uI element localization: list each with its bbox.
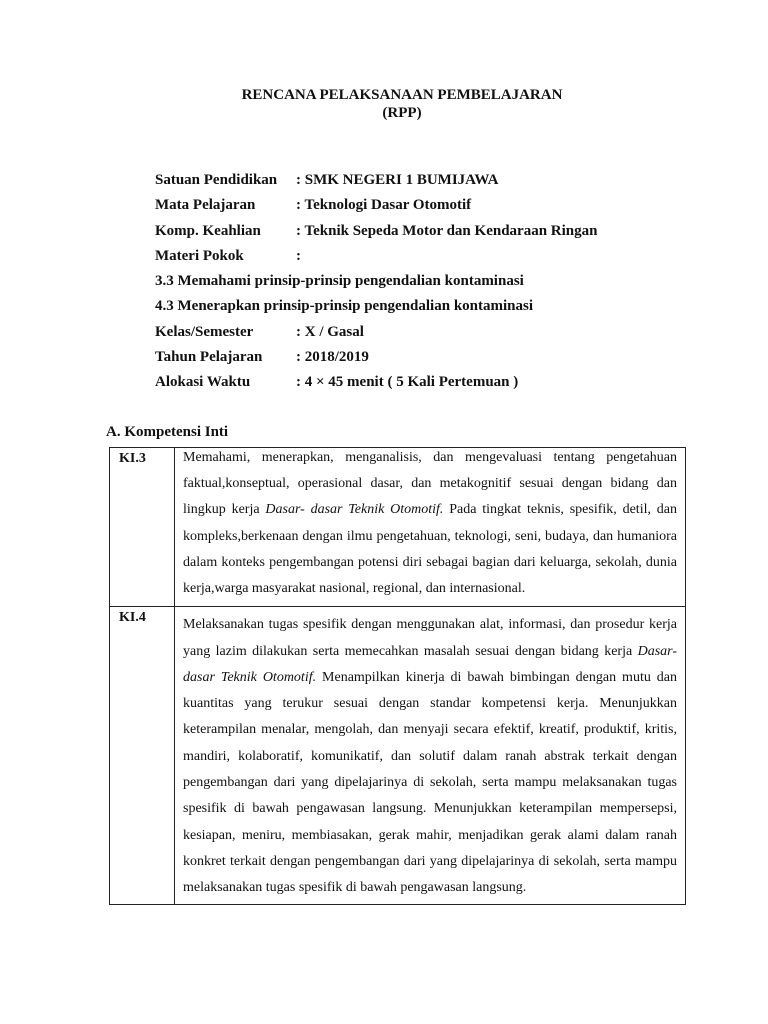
table-row bbox=[110, 448, 686, 607]
meta-label: Satuan Pendidikan bbox=[155, 172, 278, 188]
document-subtitle: (RPP) bbox=[382, 105, 422, 121]
meta-value: : Teknologi Dasar Otomotif bbox=[296, 197, 472, 214]
competency-item: 3.3 Memahami prinsip-prinsip pengendalian kontaminasi bbox=[155, 273, 524, 290]
meta-value: : Teknik Sepeda Motor dan Kendaraan Ringan bbox=[296, 222, 598, 239]
kompetensi-inti-table bbox=[109, 447, 686, 905]
meta-label: Mata Pelajaran bbox=[155, 197, 256, 214]
meta-row-mata-pelajaran bbox=[155, 195, 715, 220]
ki-code: KI.4 bbox=[110, 607, 175, 905]
meta-value: : 4 × 45 menit ( 5 Kali Pertemuan ) bbox=[296, 374, 519, 391]
meta-label: Tahun Pelajaran bbox=[155, 349, 263, 366]
ki-text-italic: Dasar-dasar Teknik Otomotif. bbox=[183, 643, 677, 685]
meta-row-kd-4-3 bbox=[155, 296, 715, 321]
meta-row-kd-3-3 bbox=[155, 271, 715, 296]
ki-text-italic: Dasar- dasar Teknik Otomotif. bbox=[265, 502, 444, 518]
ki-text: Melaksanakan tugas spesifik dengan menggunakan alat, informasi, dan prosedur kerja yang lazim dilakukan serta memecahkan masalah sesuai dengan bidang kerja bbox=[183, 617, 677, 659]
meta-label: Kelas/Semester bbox=[155, 323, 254, 340]
meta-value: : bbox=[296, 247, 301, 264]
ki-text: Pada tingkat teknis, spesifik, detil, dan kompleks,berkenaan dengan ilmu pengetahuan, teknologi, seni, budaya, dan humaniora dalam konteks pengembangan potensi diri sebagai bagian dari keluarga, sekolah, dunia kerja,warga masyarakat nasional, regional, dan internasional. bbox=[183, 502, 677, 597]
meta-row-komp-keahlian bbox=[155, 221, 715, 246]
competency-item: 4.3 Menerapkan prinsip-prinsip pengendalian kontaminasi bbox=[155, 298, 534, 315]
ki-description-cell bbox=[175, 607, 686, 905]
ki-text: Memahami, menerapkan, menganalisis, dan mengevaluasi tentang pengetahuan faktual,konseptual, operasional dasar, dan metakognitif sesuai dengan bidang dan lingkup kerja bbox=[183, 450, 677, 518]
section-heading-kompetensi-inti: A. Kompetensi Inti bbox=[106, 424, 229, 440]
meta-label: Alokasi Waktu bbox=[155, 374, 251, 391]
ki-text: Menampilkan kinerja di bawah bimbingan dengan mutu dan kuantitas yang terukur sesuai dengan standar kompetensi kerja. Menunjukkan keterampilan menalar, mengolah, dan menyaji secara efektif, kreatif, produktif, kritis, mandiri, kolaboratif, komunikatif, dan solutif dalam ranah abstrak terkait dengan pengembangan dari yang dipelajarinya di sekolah, serta mampu melaksanakan tugas spesifik di bawah pengawasan langsung. Menunjukkan keterampilan mempersepsi, kesiapan, meniru, membiasakan, gerak mahir, menjadikan gerak alami dalam ranah konkret terkait dengan pengembangan dari yang dipelajarinya di sekolah, serta mampu melaksanakan tugas spesifik di bawah pengawasan langsung. bbox=[183, 669, 677, 896]
ki-description bbox=[183, 607, 677, 904]
meta-row-satuan-pendidikan bbox=[155, 170, 715, 195]
meta-label: Komp. Keahlian bbox=[155, 222, 261, 239]
meta-value: : SMK NEGERI 1 BUMIJAWA bbox=[296, 172, 499, 188]
meta-value: : X / Gasal bbox=[296, 323, 364, 340]
meta-label: Materi Pokok bbox=[155, 247, 244, 264]
ki-code: KI.3 bbox=[110, 448, 175, 607]
table-row bbox=[110, 607, 686, 905]
identity-block bbox=[155, 170, 715, 398]
document-title: RENCANA PELAKSANAAN PEMBELAJARAN bbox=[241, 87, 563, 103]
meta-row-kelas-semester bbox=[155, 322, 715, 347]
meta-value: : 2018/2019 bbox=[296, 349, 369, 366]
meta-row-materi-pokok bbox=[155, 246, 715, 271]
ki-description-cell bbox=[175, 448, 686, 607]
ki-description bbox=[183, 445, 677, 606]
meta-row-alokasi-waktu bbox=[155, 372, 715, 397]
meta-row-tahun-pelajaran bbox=[155, 347, 715, 372]
